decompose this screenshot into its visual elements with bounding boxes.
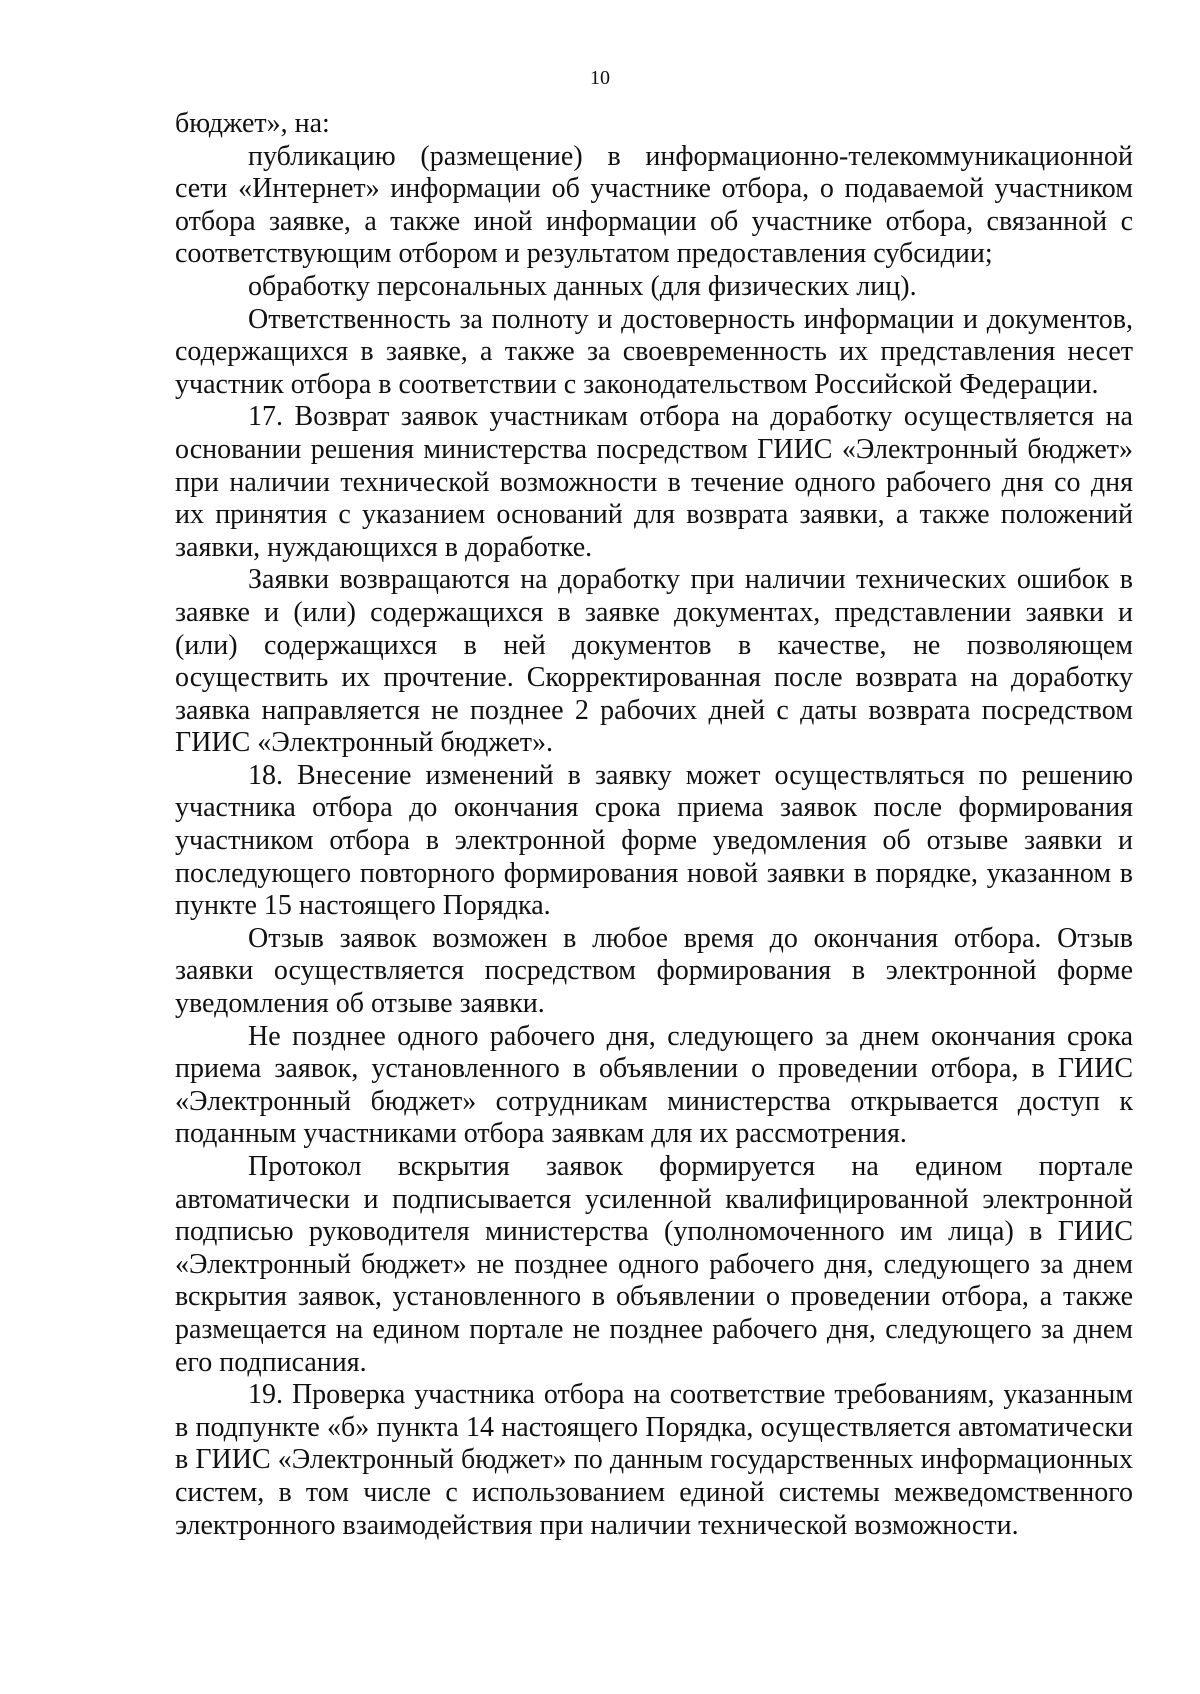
paragraph-personal-data-consent: обработку персональных данных (для физических лиц). bbox=[248, 270, 917, 302]
paragraph-continuation: бюджет», на: bbox=[175, 108, 330, 139]
paragraph-return-conditions: Заявки возвращаются на доработку при наличии технических ошибок в заявке и (или) содержащихся в заявке документах, представлении заявки и (или) содержащихся в ней документов в качестве, не позволяющем осуществить их прочтение. Скорректированная после возврата на доработку заявка направляется не позднее 2 рабочих дней с даты возврата посредством ГИИС «Электронный бюджет». bbox=[175, 564, 1133, 759]
paragraph-withdrawal: Отзыв заявок возможен в любое время до окончания отбора. Отзыв заявки осуществляется посредством формирования в электронной форме уведомления об отзыве заявки. bbox=[175, 922, 1133, 1020]
paragraph-responsibility: Ответственность за полноту и достоверность информации и документов, содержащихся в заявке, а также за своевременность их представления несет участник отбора в соответствии с законодательством Российской Федерации. bbox=[175, 303, 1133, 400]
paragraph-opening-protocol: Протокол вскрытия заявок формируется на едином портале автоматически и подписывается усиленной квалифицированной электронной подписью руководителя министерства (уполномоченного им лица) в ГИИС «Электронный бюджет» не позднее одного рабочего дня, следующего за днем вскрытия заявок, установленного в объявлении о проведении отбора, а также размещается на едином портале не позднее рабочего дня, следующего за днем его подписания. bbox=[175, 1151, 1133, 1378]
paragraph-item-19: 19. Проверка участника отбора на соответствие требованиям, указанным в подпункте «б» пункта 14 настоящего Порядка, осуществляется автоматически в ГИИС «Электронный бюджет» по данным государственных информационных систем, в том числе с использованием единой системы межведомственного электронного взаимодействия при наличии технической возможности. bbox=[175, 1379, 1133, 1541]
page-number: 10 bbox=[590, 67, 610, 89]
paragraph-item-18: 18. Внесение изменений в заявку может осуществляться по решению участника отбора до окончания срока приема заявок после формирования участником отбора в электронной форме уведомления об отзыве заявки и последующего повторного формирования новой заявки в порядке, указанном в пункте 15 настоящего Порядка. bbox=[175, 759, 1133, 922]
document-body bbox=[175, 108, 1133, 1542]
paragraph-item-17: 17. Возврат заявок участникам отбора на доработку осуществляется на основании решения министерства посредством ГИИС «Электронный бюджет» при наличии технической возможности в течение одного рабочего дня со дня их принятия с указанием оснований для возврата заявки, а также положений заявки, нуждающихся в доработке. bbox=[175, 401, 1133, 563]
paragraph-publication-consent: публикацию (размещение) в информационно-телекоммуникационной сети «Интернет» информации об участнике отбора, о подаваемой участником отбора заявке, а также иной информации об участнике отбора, связанной с соответствующим отбором и результатом предоставления субсидии; bbox=[175, 140, 1133, 270]
paragraph-access: Не позднее одного рабочего дня, следующего за днем окончания срока приема заявок, установленного в объявлении о проведении отбора, в ГИИС «Электронный бюджет» сотрудникам министерства открывается доступ к поданным участниками отбора заявкам для их рассмотрения. bbox=[175, 1020, 1133, 1150]
